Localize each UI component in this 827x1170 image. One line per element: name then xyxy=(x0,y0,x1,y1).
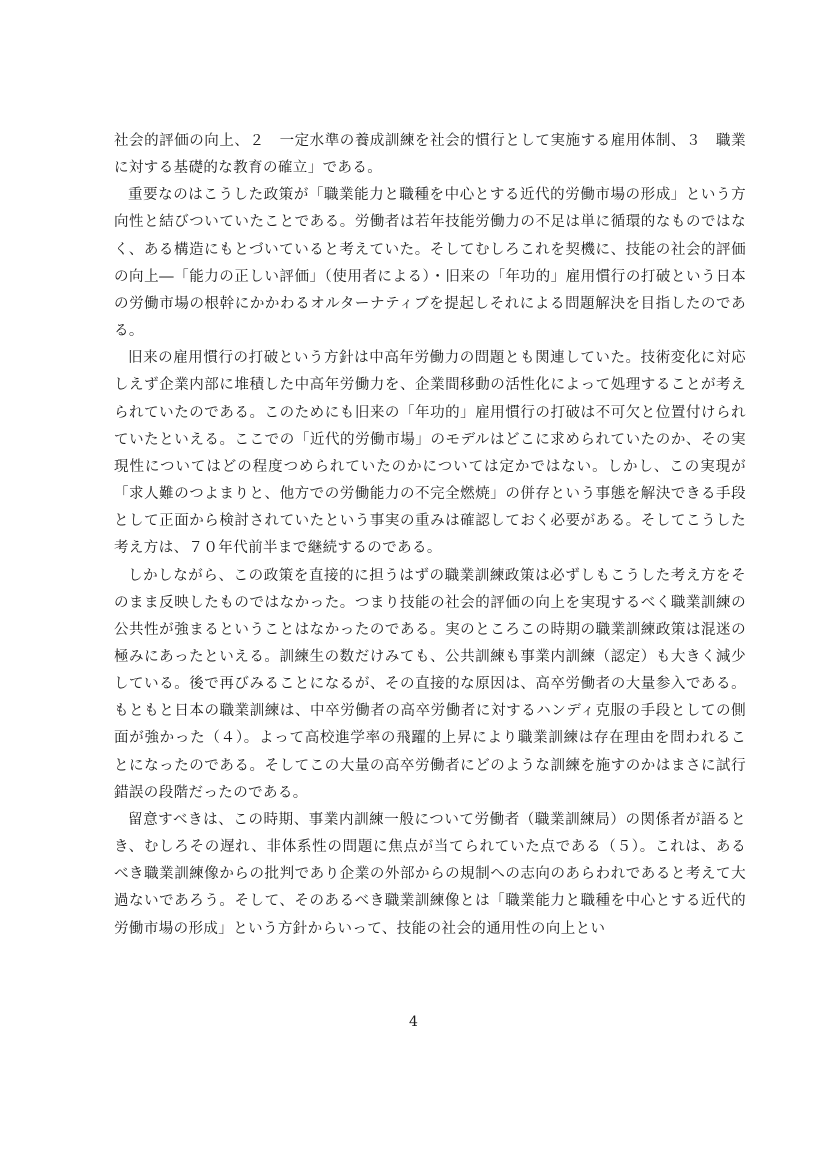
paragraph-4: しかしながら、この政策を直接的に担うはずの職業訓練政策は必ずしもこうした考え方をそのまま反映したものではなかった。つまり技能の社会的評価の向上を実現するべく職業訓練の公共性が強まるということはなかったのである。実のところこの時期の職業訓練政策は混迷の極みにあったといえる。訓練生の数だけみても、公共訓練も事業内訓練（認定）も大きく減少している。後で再びみることになるが、その直接的な原因は、高卒労働者の大量参入である。もともと日本の職業訓練は、中卒労働者の高卒労働者に対するハンディ克服の手段としての側面が強かった（４）。よって高校進学率の飛躍的上昇により職業訓練は存在理由を問われることになったのである。そしてこの大量の高卒労働者にどのような訓練を施すのかはまさに試行錯誤の段階だったのである。 xyxy=(114,567,746,801)
paragraph-5: 留意すべきは、この時期、事業内訓練一般について労働者（職業訓練局）の関係者が語るとき、むしろその遅れ、非体系性の問題に焦点が当てられていた点である（５）。これは、あるべき職業訓練像からの批判であり企業の外部からの規制への志向のあらわれであると考えて大過ないであろう。そして、そのあるべき職業訓練像とは「職業能力と職種を中心とする近代的労働市場の形成」という方針からいって、技能の社会的通用性の向上とい xyxy=(114,811,746,937)
page-number: 4 xyxy=(409,1014,418,1030)
body-text xyxy=(114,128,746,943)
paragraph-2: 重要なのはこうした政策が「職業能力と職種を中心とする近代的労働市場の形成」という方向性と結びついていたことである。労働者は若年技能労働力の不足は単に循環的なものではなく、ある構造にもとづいていると考えていた。そしてむしろこれを契機に、技能の社会的評価の向上―「能力の正しい評価」（使用者による）・旧来の「年功的」雇用慣行の打破という日本の労働市場の根幹にかかわるオルターナティブを提起しそれによる問題解決を目指したのである。 xyxy=(114,187,746,340)
paragraph-3: 旧来の雇用慣行の打破という方針は中高年労働力の問題とも関連していた。技術変化に対応しえず企業内部に堆積した中高年労働力を、企業間移動の活性化によって処理することが考えられていたのである。このためにも旧来の「年功的」雇用慣行の打破は不可欠と位置付けられていたといえる。ここでの「近代的労働市場」のモデルはどこに求められていたのか、その実現性についてはどの程度つめられていたのかについては定かではない。しかし、この実現が「求人難のつよまりと、他方での労働能力の不完全燃焼」の併存という事態を解決できる手段として正面から検討されていたという事実の重みは確認しておく必要がある。そしてこうした考え方は、７０年代前半まで継続するのである。 xyxy=(114,350,746,557)
paragraph-1: 社会的評価の向上、２ 一定水準の養成訓練を社会的慣行として実施する雇用体制、３ 職業に対する基礎的な教育の確立」である。 xyxy=(114,133,746,177)
